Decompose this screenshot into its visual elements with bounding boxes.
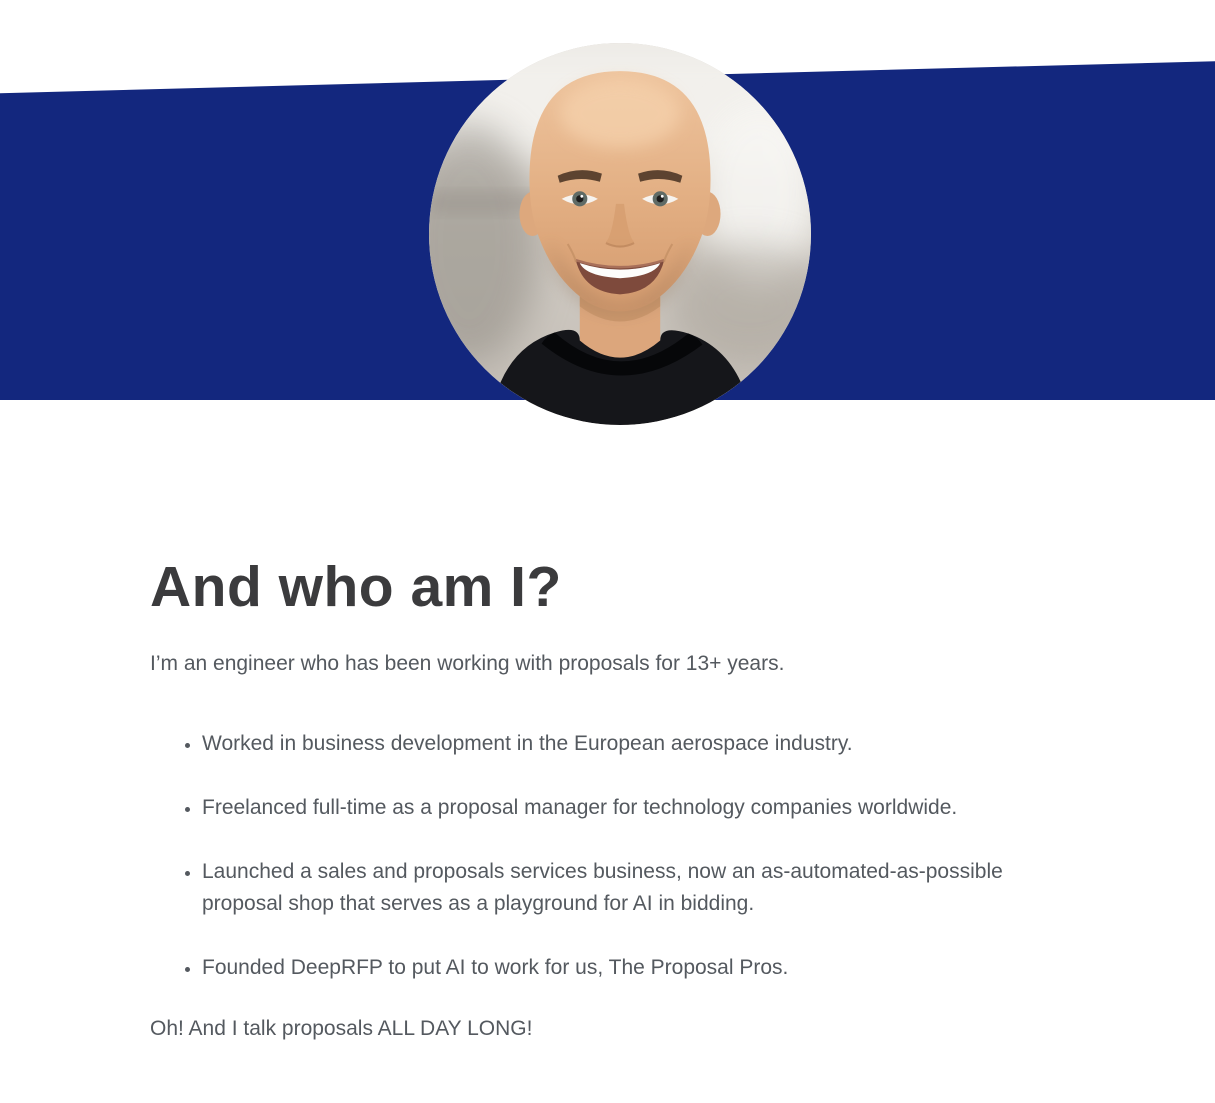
about-intro: I’m an engineer who has been working with proposals for 13+ years. [150,651,785,675]
bullet-deeprfp: • Founded DeepRFP to put AI to work for us, The Proposal Pros. [202,952,1065,984]
profile-photo [429,43,811,425]
bullet-freelance: • Freelanced full-time as a proposal manager for technology companies worldwide. [202,792,1065,824]
bullet-services-business: • Launched a sales and proposals services business, now an as-automated-as-possible proposal shop that serves as a playground for AI in bidding. [202,856,1065,920]
portrait-illustration [429,43,811,425]
hero-section [0,0,1215,427]
about-bullet-list [150,728,1065,984]
about-section [150,427,1065,1045]
about-outro: Oh! And I talk proposals ALL DAY LONG! [150,1016,533,1040]
bullet-aerospace: • Worked in business development in the European aerospace industry. [202,728,1065,760]
about-heading: And who am I? [150,555,562,619]
